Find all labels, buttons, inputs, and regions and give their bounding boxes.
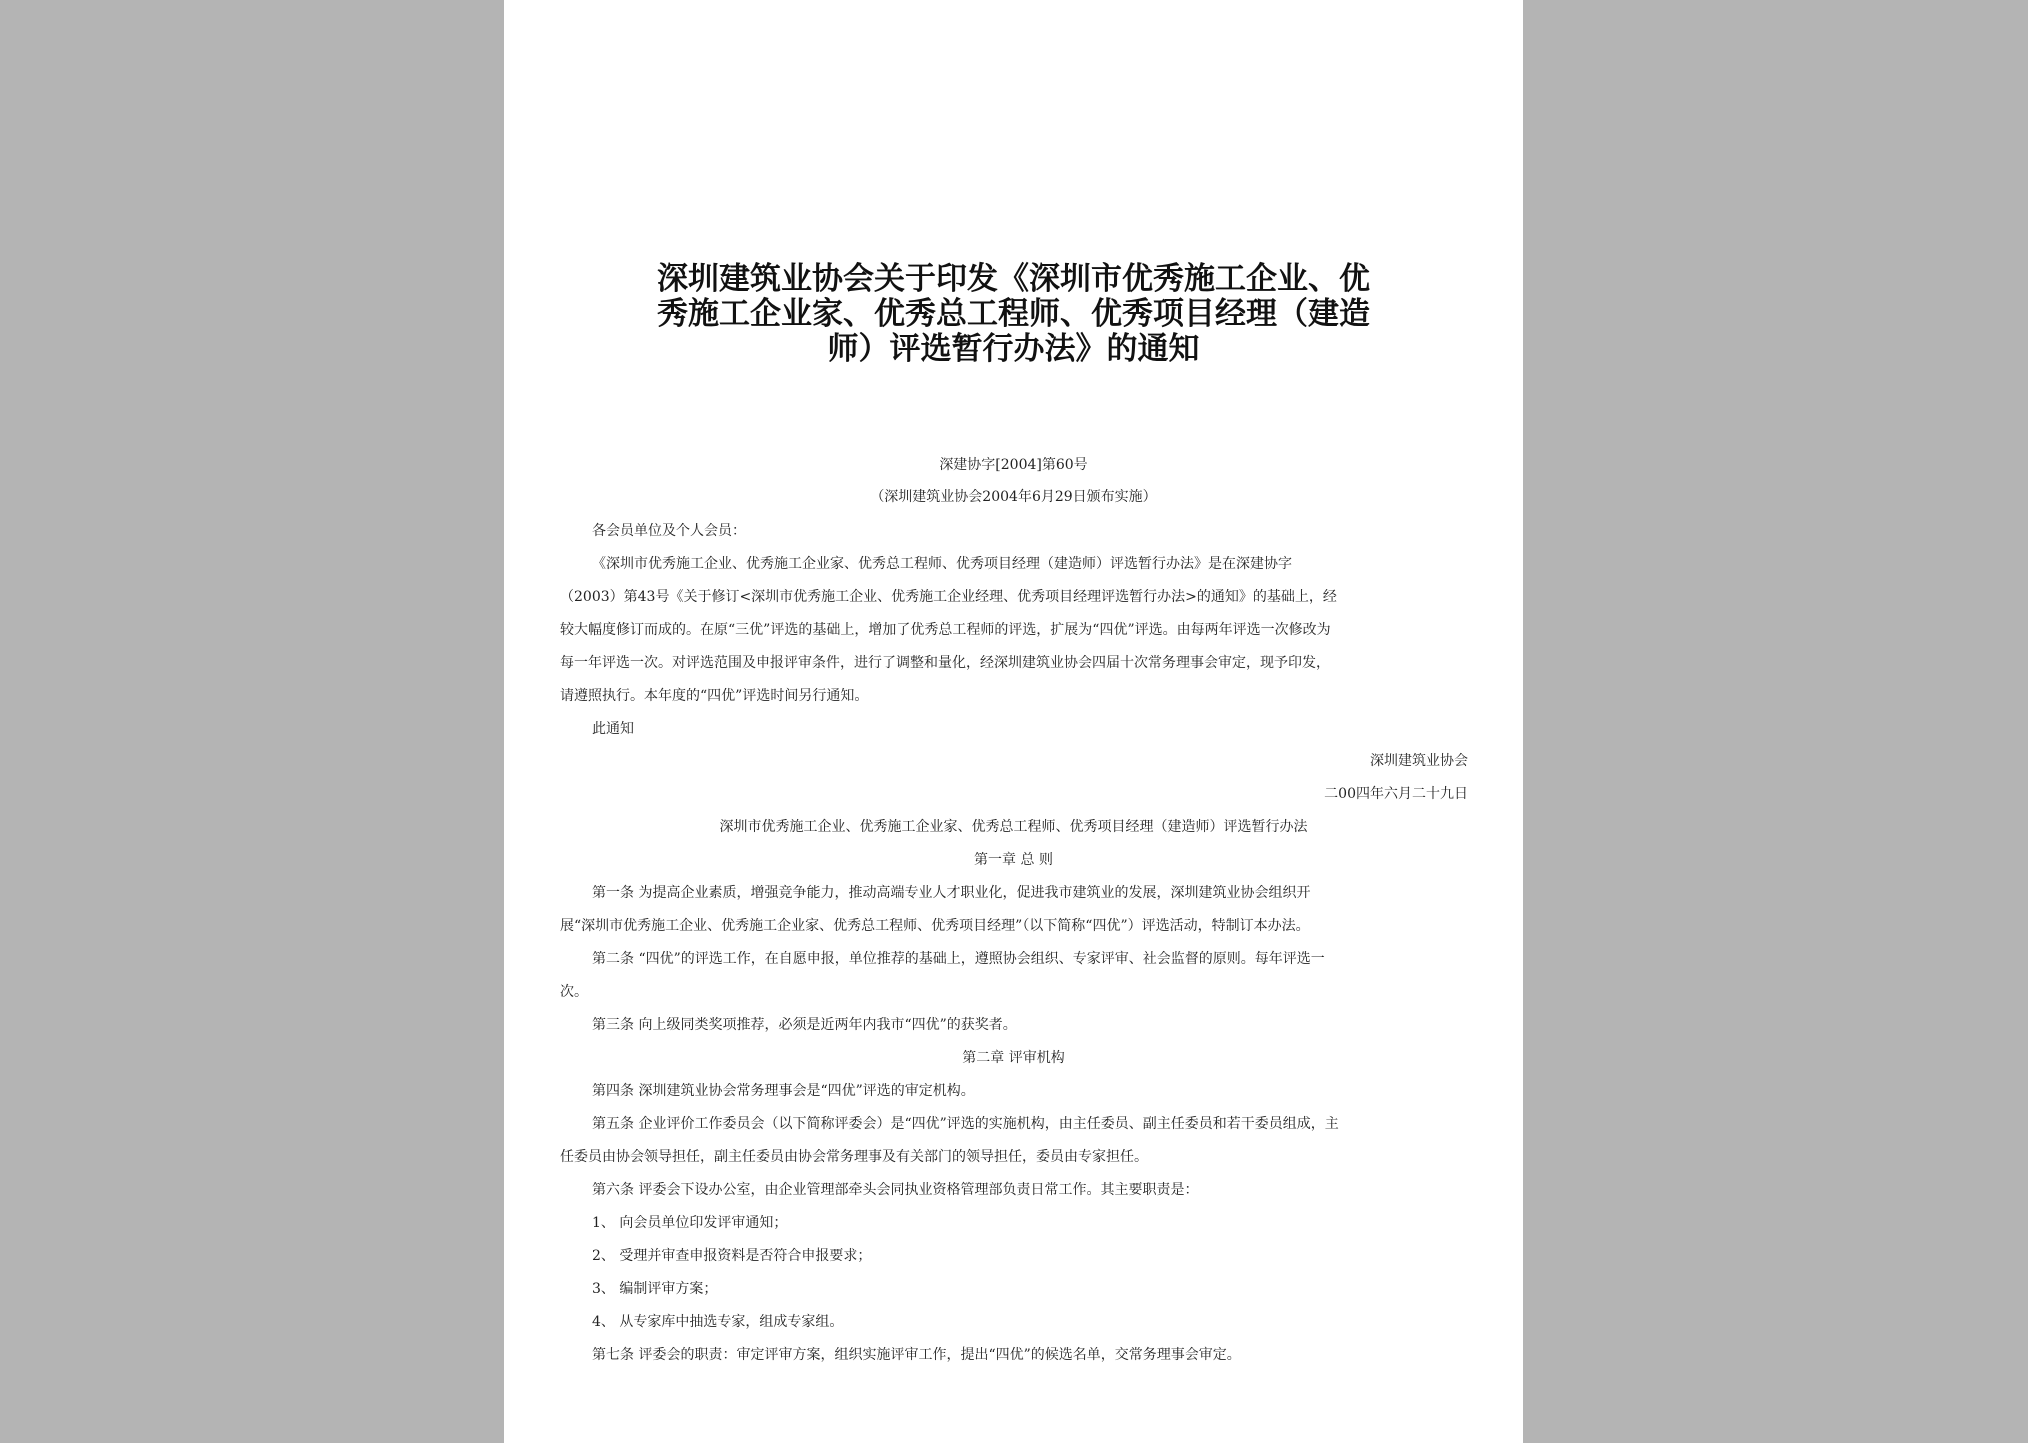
chapter-heading: 第一章 总 则 bbox=[974, 852, 1053, 868]
article-line: 第三条 向上级同类奖项推荐，必须是近两年内我市“四优”的获奖者。 bbox=[592, 1017, 1017, 1033]
document-title-line: 深圳建筑业协会关于印发《深圳市优秀施工企业、优 bbox=[657, 261, 1370, 297]
chapter-heading: 第二章 评审机构 bbox=[962, 1050, 1065, 1066]
article-line: 第一条 为提高企业素质，增强竞争能力，推动高端专业人才职业化，促进我市建筑业的发展，深圳建筑业协会组织开 bbox=[592, 885, 1311, 901]
article-line: 第四条 深圳建筑业协会常务理事会是“四优”评选的审定机构。 bbox=[592, 1083, 975, 1099]
document-title-line: 秀施工企业家、优秀总工程师、优秀项目经理（建造 bbox=[657, 296, 1370, 332]
intro-line: 较大幅度修订而成的。在原“三优”评选的基础上，增加了优秀总工程师的评选，扩展为“四优”评选。由每两年评选一次修改为 bbox=[560, 622, 1331, 638]
article-line: 次。 bbox=[560, 984, 588, 1000]
document-number: 深建协字[2004]第60号 bbox=[939, 457, 1088, 473]
closing-text: 此通知 bbox=[592, 721, 634, 737]
intro-line: 每一年评选一次。对评选范围及申报评审条件，进行了调整和量化，经深圳建筑业协会四届十次常务理事会审定，现予印发， bbox=[560, 655, 1330, 671]
measures-title: 深圳市优秀施工企业、优秀施工企业家、优秀总工程师、优秀项目经理（建造师）评选暂行办法 bbox=[719, 819, 1308, 835]
signature-org: 深圳建筑业协会 bbox=[1370, 753, 1468, 769]
article-line: 第二条 “四优”的评选工作，在自愿申报，单位推荐的基础上，遵照协会组织、专家评审、社会监督的原则。每年评选一 bbox=[592, 951, 1325, 967]
list-item: 1、 向会员单位印发评审通知； bbox=[592, 1215, 788, 1231]
article-line: 第七条 评委会的职责：审定评审方案，组织实施评审工作，提出“四优”的候选名单，交常务理事会审定。 bbox=[592, 1347, 1241, 1363]
document-page bbox=[504, 0, 1523, 1443]
issued-note: （深圳建筑业协会2004年6月29日颁布实施） bbox=[870, 489, 1157, 505]
article-line: 任委员由协会领导担任，副主任委员由协会常务理事及有关部门的领导担任，委员由专家担任。 bbox=[560, 1149, 1148, 1165]
article-line: 展“深圳市优秀施工企业、优秀施工企业家、优秀总工程师、优秀项目经理”（以下简称“四优”）评选活动，特制订本办法。 bbox=[560, 918, 1310, 934]
list-item: 3、 编制评审方案； bbox=[592, 1281, 718, 1297]
article-line: 第五条 企业评价工作委员会（以下简称评委会）是“四优”评选的实施机构，由主任委员、副主任委员和若干委员组成，主 bbox=[592, 1116, 1339, 1132]
list-item: 2、 受理并审查申报资料是否符合申报要求； bbox=[592, 1248, 872, 1264]
article-line: 第六条 评委会下设办公室，由企业管理部牵头会同执业资格管理部负责日常工作。其主要职责是： bbox=[592, 1182, 1199, 1198]
intro-line: 《深圳市优秀施工企业、优秀施工企业家、优秀总工程师、优秀项目经理（建造师）评选暂行办法》是在深建协字 bbox=[592, 556, 1292, 572]
intro-line: 请遵照执行。本年度的“四优”评选时间另行通知。 bbox=[560, 688, 869, 704]
intro-line: （2003）第43号《关于修订<深圳市优秀施工企业、优秀施工企业经理、优秀项目经理评选暂行办法>的通知》的基础上，经 bbox=[560, 589, 1337, 605]
signature-date: 二00四年六月二十九日 bbox=[1324, 786, 1468, 802]
list-item: 4、 从专家库中抽选专家，组成专家组。 bbox=[592, 1314, 844, 1330]
salutation: 各会员单位及个人会员： bbox=[592, 523, 746, 539]
document-title-line: 师）评选暂行办法》的通知 bbox=[827, 331, 1200, 367]
